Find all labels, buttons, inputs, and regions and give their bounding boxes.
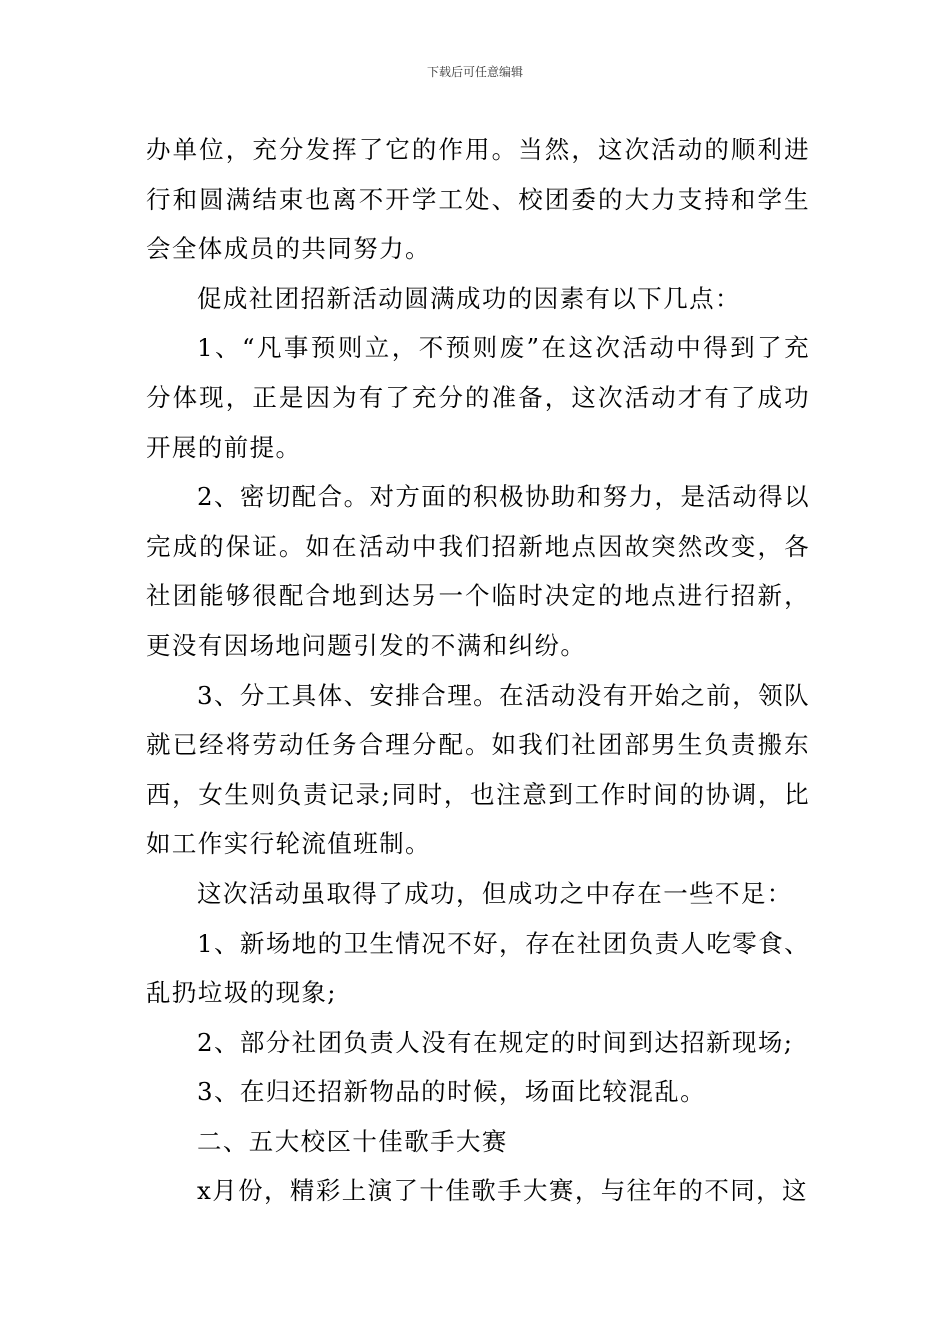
paragraph: 2、部分社团负责人没有在规定的时间到达招新现场; (197, 1027, 794, 1057)
paragraph: 3、分工具体、安排合理。在活动没有开始之前，领队就已经将劳动任务合理分配。如我们社团部男生负责搬东西，女生则负责记录;同时，也注意到工作时间的协调，比如工作实行轮流值班制。 (146, 680, 810, 859)
section-heading: 二、五大校区十佳歌手大赛 (197, 1126, 508, 1156)
paragraph: 2、密切配合。对方面的积极协助和努力，是活动得以完成的保证。如在活动中我们招新地点因故突然改变，各社团能够很配合地到达另一个临时决定的地点进行招新，更没有因场地问题引发的不满和纠纷。 (146, 482, 810, 660)
paragraph: x月份，精彩上演了十佳歌手大赛，与往年的不同，这 (197, 1176, 808, 1206)
paragraph: 1、“凡事预则立，不预则废”在这次活动中得到了充分体现，正是因为有了充分的准备，这次活动才有了成功开展的前提。 (146, 333, 810, 462)
paragraph: 这次活动虽取得了成功，但成功之中存在一些不足： (197, 878, 793, 908)
paragraph: 3、在归还招新物品的时候，场面比较混乱。 (197, 1077, 707, 1107)
paragraph: 办单位，充分发挥了它的作用。当然，这次活动的顺利进行和圆满结束也离不开学工处、校团委的大力支持和学生会全体成员的共同努力。 (146, 135, 810, 264)
document-body (146, 125, 810, 1216)
page-header: 下载后可任意编辑 (426, 65, 523, 79)
paragraph: 促成社团招新活动圆满成功的因素有以下几点： (197, 283, 741, 313)
paragraph: 1、新场地的卫生情况不好，存在社团负责人吃零食、乱扔垃圾的现象; (146, 928, 810, 1008)
